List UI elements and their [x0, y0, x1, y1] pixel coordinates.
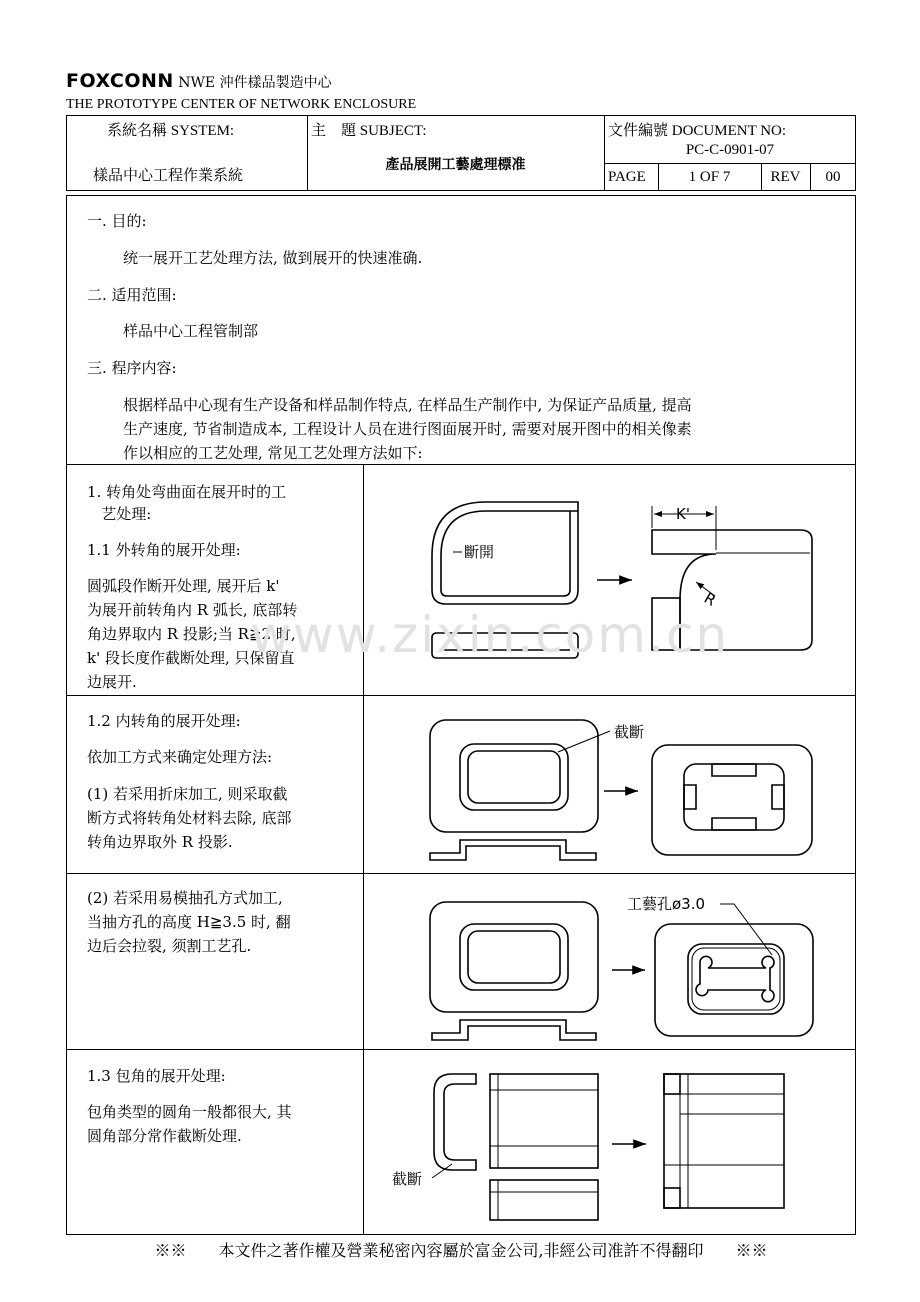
row2-line: 1.2 内转角的展开处理: — [87, 712, 241, 730]
row2-line: (1) 若采用折床加工, 则采取截 — [87, 785, 288, 803]
row2-line: 转角边界取外 R 投影. — [87, 833, 233, 851]
row1-line: 1. 转角处弯曲面在展开时的工 — [87, 483, 287, 501]
row4-line: 1.3 包角的展开处理: — [87, 1067, 226, 1085]
procedure-line-1: 根据样品中心现有生产设备和样品制作特点, 在样品生产制作中, 为保证产品质量, 提高 — [123, 396, 692, 414]
row1-line: 1.1 外转角的展开处理: — [87, 541, 241, 559]
document-no-label: 文件編號 DOCUMENT NO: — [608, 123, 787, 139]
document-no-value: PC-C-0901-07 — [685, 142, 775, 158]
center-name: THE PROTOTYPE CENTER OF NETWORK ENCLOSURE — [66, 97, 417, 112]
row3-line: 当抽方孔的高度 H≧3.5 时, 翻 — [87, 913, 291, 931]
figure-wrap-corner — [432, 1074, 784, 1220]
row4-line: 包角类型的圆角一般都很大, 其 — [87, 1103, 292, 1121]
label-break: 斷開 — [464, 543, 495, 561]
procedure-line-3: 作以相应的工艺处理, 常见工艺处理方法如下: — [123, 444, 423, 462]
figure-process-hole — [430, 902, 813, 1040]
row1-line: 边展开. — [87, 673, 137, 691]
label-radius: R — [701, 588, 720, 610]
watermark: www.zixin.com.cn — [250, 606, 730, 664]
row3-line: (2) 若采用易模抽孔方式加工, — [87, 889, 283, 907]
brand-logo: FOXCONN — [66, 70, 174, 92]
rev-value: 00 — [825, 169, 841, 185]
row4-line: 圆角部分常作截断处理. — [87, 1127, 242, 1145]
row1-line: 角边界取内 R 投影;当 R≧2 时, — [87, 625, 296, 643]
section-purpose-title: 一. 目的: — [87, 212, 147, 230]
page-label: PAGE — [608, 169, 646, 185]
procedure-line-2: 生产速度, 节省制造成本, 工程设计人员在进行图面展开时, 需要对展开图中的相关像素 — [123, 420, 692, 438]
figure-inner-corner — [430, 720, 812, 860]
row1-line: 艺处理: — [87, 505, 152, 523]
row2-line: 断方式将转角处材料去除, 底部 — [87, 809, 292, 827]
section-scope-text: 样品中心工程管制部 — [123, 322, 259, 340]
label-process-hole: 工藝孔ø3.0 — [627, 895, 706, 913]
system-label: 系統名稱 SYSTEM: — [107, 123, 235, 139]
label-cut-off: 截斷 — [614, 723, 645, 741]
label-k-prime: K' — [676, 505, 690, 523]
brand-tagline: NWE 沖件樣品製造中心 — [178, 75, 332, 91]
section-procedure-title: 三. 程序内容: — [87, 359, 177, 377]
page-value: 1 OF 7 — [688, 169, 731, 185]
section-scope-title: 二. 适用范围: — [87, 286, 177, 304]
row1-line: k' 段长度作截断处理, 只保留直 — [87, 649, 295, 667]
row2-line: 依加工方式来确定处理方法: — [87, 748, 273, 766]
row1-line: 圆弧段作断开处理, 展开后 k' — [87, 577, 280, 595]
subject-value: 產品展開工藝處理標准 — [385, 157, 526, 173]
label-cut-off-wrap: 截斷 — [392, 1170, 423, 1188]
section-purpose-text: 统一展开工艺处理方法, 做到展开的快速准确. — [123, 249, 423, 267]
row3-line: 边后会拉裂, 须割工艺孔. — [87, 937, 252, 955]
rev-label: REV — [770, 169, 801, 185]
subject-label: 主 題 SUBJECT: — [311, 123, 427, 139]
footer-notice: ※※ 本文件之著作權及營業秘密內容屬於富金公司,非經公司准許不得翻印 ※※ — [154, 1241, 768, 1260]
system-value: 樣品中心工程作業系統 — [93, 168, 244, 184]
row1-line: 为展开前转角内 R 弧长, 底部转 — [87, 601, 298, 619]
